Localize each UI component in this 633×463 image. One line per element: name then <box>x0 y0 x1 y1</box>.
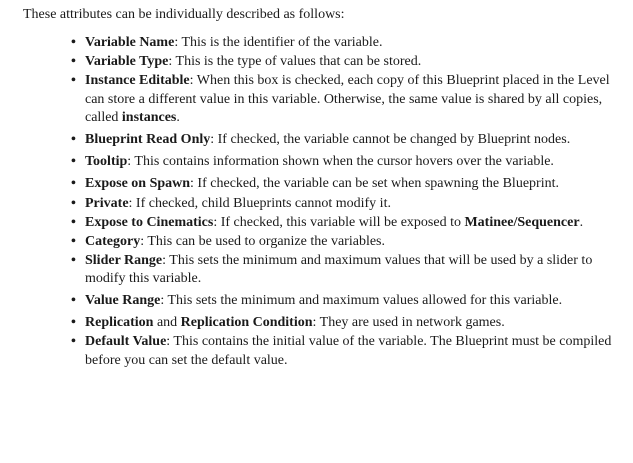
description: : If checked, the variable cannot be changed by Blueprint nodes. <box>210 132 571 147</box>
term-secondary: Replication Condition <box>180 315 313 331</box>
term: Value Range <box>85 293 161 309</box>
term: Private <box>85 195 129 211</box>
term: Default Value <box>85 334 167 350</box>
description: : This sets the minimum and maximum values allowed for this variable. <box>160 293 563 309</box>
list-item-tooltip <box>71 153 621 171</box>
term-emphasis: instances <box>121 109 177 125</box>
description: : This contains the initial value of the variable. The Blueprint must be compiled before you can set the default value. <box>85 334 612 368</box>
description: : If checked, the variable can be set when spawning the Blueprint. <box>190 176 559 192</box>
bullet-icon: • <box>71 132 76 147</box>
term: Instance Editable <box>85 73 190 89</box>
bullet-icon: • <box>71 252 76 268</box>
description: : This is the type of values that can be stored. <box>168 54 422 70</box>
bullet-icon: • <box>71 73 76 89</box>
description: : When this box is checked, each copy of this Blueprint placed in the Level can store a different value in this variable. Otherwise, the same value is shared by all copies, called <box>85 73 610 125</box>
description: : If checked, child Blueprints cannot modify it. <box>128 195 391 211</box>
term: Tooltip <box>85 154 128 170</box>
bullet-icon: • <box>71 293 76 309</box>
list-item-expose-to-cinematics <box>71 214 621 232</box>
bullet-icon: • <box>71 195 76 211</box>
term: Variable Name <box>85 35 175 51</box>
description: : This contains information shown when the cursor hovers over the variable. <box>127 154 554 170</box>
description: : If checked, this variable will be exposed to <box>213 214 465 230</box>
bullet-icon: • <box>71 54 76 70</box>
term: Category <box>85 233 141 249</box>
term: Slider Range <box>85 252 163 268</box>
bullet-icon: • <box>71 35 76 51</box>
connector: and <box>153 315 181 331</box>
list-item-replication <box>71 314 621 332</box>
list-item-default-value <box>71 333 621 369</box>
description-tail: . <box>579 214 584 230</box>
list-item-blueprint-read-only <box>71 131 621 149</box>
list-item-value-range <box>71 292 621 310</box>
bullet-icon: • <box>71 176 76 192</box>
description: : This sets the minimum and maximum values that will be used by a slider to modify this variable. <box>85 252 593 286</box>
term: Variable Type <box>85 54 169 70</box>
bullet-icon: • <box>71 315 76 331</box>
bullet-icon: • <box>71 154 76 170</box>
bullet-icon: • <box>71 233 76 249</box>
list-item-expose-on-spawn <box>71 175 621 193</box>
term: Expose on Spawn <box>85 176 191 192</box>
description: : This is the identifier of the variable. <box>174 35 383 51</box>
list-item-variable-type <box>71 53 621 71</box>
term: Blueprint Read Only <box>85 132 211 147</box>
attribute-list <box>23 34 621 370</box>
term: Replication <box>85 315 154 331</box>
list-item-instance-editable <box>71 72 621 127</box>
list-item-category <box>71 233 621 251</box>
list-item-slider-range <box>71 252 621 288</box>
bullet-icon: • <box>71 214 76 230</box>
bullet-icon: • <box>71 334 76 350</box>
description-tail: . <box>176 109 180 125</box>
list-item-variable-name <box>71 34 621 52</box>
term-emphasis: Matinee/Sequencer <box>464 214 580 230</box>
list-item-private <box>71 195 621 213</box>
intro-paragraph: These attributes can be individually described as follows: <box>23 7 345 22</box>
description: : They are used in network games. <box>312 315 505 331</box>
term: Expose to Cinematics <box>85 214 214 230</box>
description: : This can be used to organize the variables. <box>140 233 385 249</box>
